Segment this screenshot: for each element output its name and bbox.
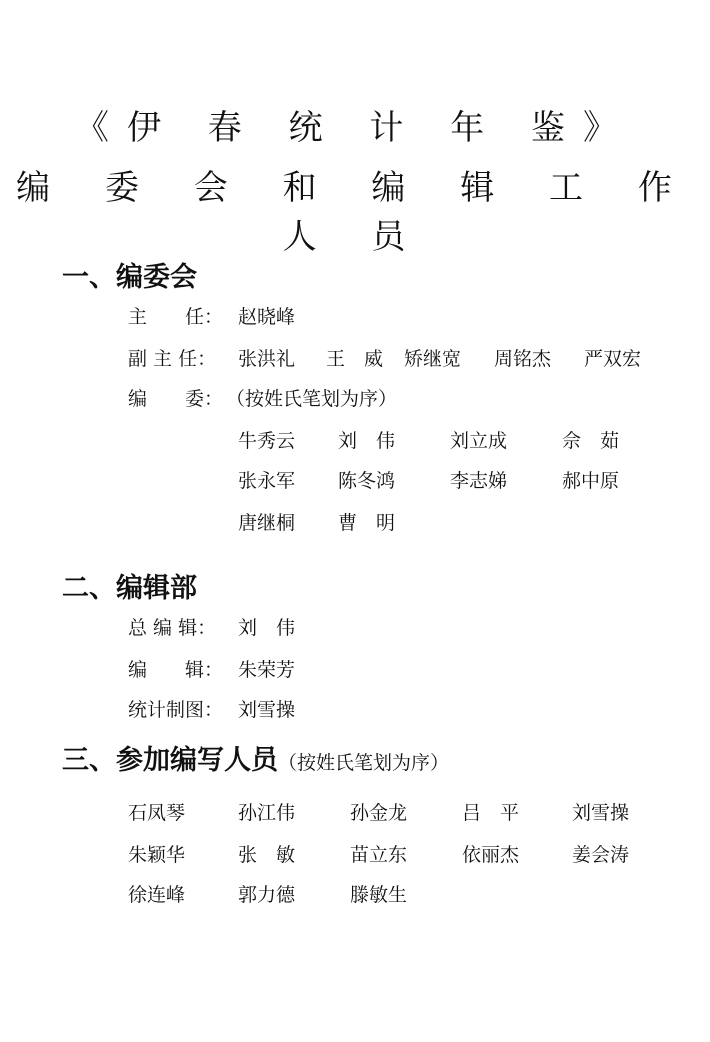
deputy-director-label: 副 主 任： [128, 348, 217, 370]
editor-name: 朱荣芳 [238, 659, 296, 681]
committee-member: 刘立成 [450, 430, 508, 452]
committee-member: 郝中原 [562, 470, 620, 492]
committee-order-note: （按姓氏笔划为序） [226, 388, 398, 410]
deputy-name: 严双宏 [584, 348, 642, 370]
committee-member: 唐继桐 [238, 512, 296, 534]
editor-label: 编 辑： [128, 659, 224, 681]
contributor-name: 孙江伟 [238, 802, 296, 824]
contributor-name: 石凤琴 [128, 802, 186, 824]
committee-members-label: 编 委： [128, 388, 224, 410]
chief-editor-name: 刘 伟 [238, 617, 296, 639]
chief-editor-label: 总 编 辑： [128, 617, 217, 639]
section-editorial-dept-heading: 二、编辑部 [62, 573, 197, 604]
contributor-name: 吕 平 [462, 802, 520, 824]
contributor-name: 姜会涛 [572, 844, 630, 866]
committee-member: 李志娣 [450, 470, 508, 492]
contributor-name: 郭力德 [238, 884, 296, 906]
committee-member: 张永军 [238, 470, 296, 492]
deputy-name: 矫继宽 [404, 348, 462, 370]
contributor-name: 张 敏 [238, 844, 296, 866]
yearbook-title: 《伊 春 统 计 年 鉴》 [74, 108, 636, 148]
contributor-name: 徐连峰 [128, 884, 186, 906]
director-name: 赵晓峰 [238, 306, 296, 328]
staff-list-title: 编 委 会 和 编 辑 工 作 人 员 [16, 168, 694, 257]
contributor-name: 滕敏生 [350, 884, 408, 906]
committee-member: 曹 明 [338, 512, 396, 534]
cartographer-name: 刘雪操 [238, 699, 296, 721]
committee-member: 刘 伟 [338, 430, 396, 452]
contributors-order-note: （按姓氏笔划为序） [278, 752, 450, 774]
contributor-name: 朱颖华 [128, 844, 186, 866]
deputy-name: 张洪礼 [238, 348, 296, 370]
deputy-name: 周铭杰 [494, 348, 552, 370]
cartography-label: 统计制图： [128, 699, 224, 721]
contributors-heading-text: 三、参加编写人员 [62, 745, 278, 776]
section-editorial-board-heading: 一、编委会 [62, 262, 197, 293]
contributor-name: 苗立东 [350, 844, 408, 866]
committee-member: 佘 茹 [562, 430, 620, 452]
contributor-name: 依丽杰 [462, 844, 520, 866]
contributor-name: 刘雪操 [572, 802, 630, 824]
committee-member: 陈冬鸿 [338, 470, 396, 492]
contributor-name: 孙金龙 [350, 802, 408, 824]
deputy-name: 王 威 [326, 348, 384, 370]
director-label: 主 任： [128, 306, 224, 328]
section-contributors-heading [62, 738, 449, 777]
committee-member: 牛秀云 [238, 430, 296, 452]
